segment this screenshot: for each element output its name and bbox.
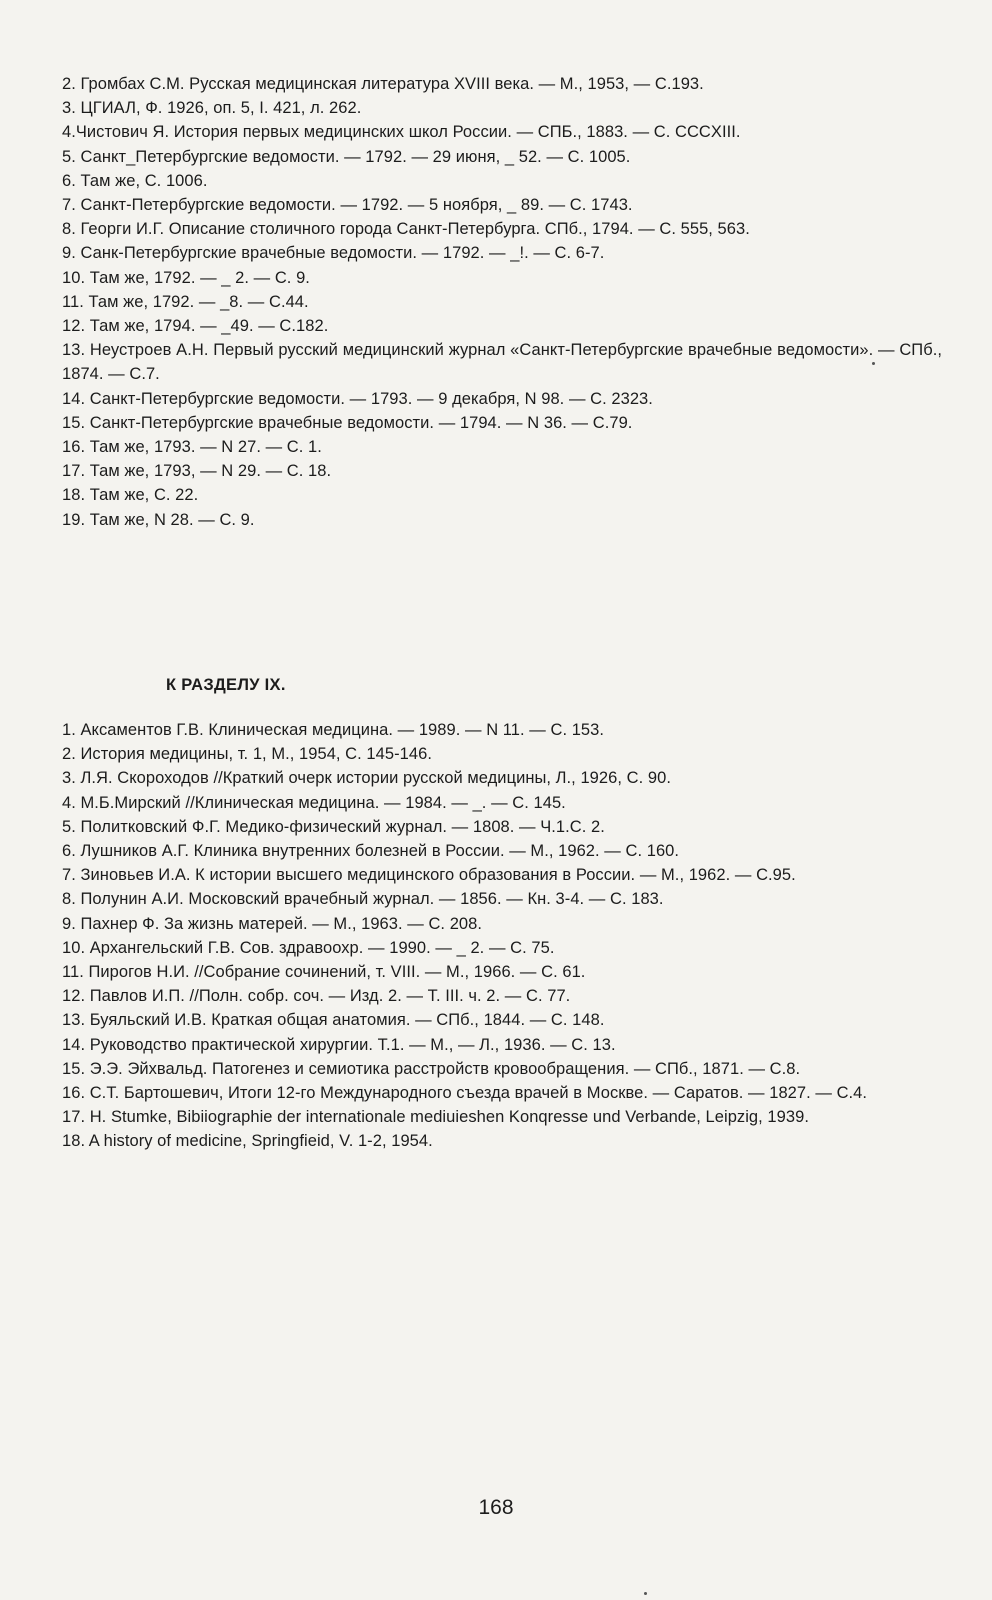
reference-item: 11. Пирогов Н.И. //Собрание сочинений, т. VIII. — М., 1966. — С. 61. [62, 963, 586, 982]
reference-item: 8. Георги И.Г. Описание столичного города Санкт-Петербурга. СПб., 1794. — С. 555, 563. [62, 220, 750, 239]
reference-item: 4. М.Б.Мирский //Клиническая медицина. — 1984. — _. — С. 145. [62, 793, 566, 812]
reference-item: 9. Санк-Петербургские врачебные ведомости. — 1792. — _!. — С. 6-7. [62, 244, 605, 263]
section-heading: К РАЗДЕЛУ IX. [166, 676, 286, 694]
reference-item: 15. Санкт-Петербургские врачебные ведомости. — 1794. — N 36. — С.79. [62, 413, 633, 432]
reference-item: 17. H. Stumke, Bibiiographie der internationale mediuieshen Konqresse und Verbande, Leipzig, 1939. [62, 1108, 809, 1127]
reference-item: 3. Л.Я. Скороходов //Краткий очерк истории русской медицины, Л., 1926, С. 90. [62, 769, 671, 788]
reference-item: 16. С.Т. Бартошевич, Итоги 12-го Международного съезда врачей в Москве. — Саратов. — 1827. — С.4. [62, 1084, 868, 1103]
document-page [62, 72, 942, 1151]
reference-item: 5. Санкт_Петербургские ведомости. — 1792. — 29 июня, _ 52. — С. 1005. [62, 147, 631, 166]
reference-item: 6. Лушников А.Г. Клиника внутренних болезней в России. — М., 1962. — С. 160. [62, 842, 680, 861]
reference-item: 5. Политковский Ф.Г. Медико-физический журнал. — 1808. — Ч.1.С. 2. [62, 817, 605, 836]
reference-item: 12. Там же, 1794. — _49. — С.182. [62, 317, 329, 336]
reference-item: 19. Там же, N 28. — С. 9. [62, 510, 255, 529]
reference-item: 14. Руководство практической хирургии. Т.1. — М., — Л., 1936. — С. 13. [62, 1035, 616, 1054]
reference-item: 16. Там же, 1793. — N 27. — С. 1. [62, 438, 322, 457]
reference-item: 2. Громбах С.М. Русская медицинская литература XVIII века. — М., 1953, — С.193. [62, 75, 704, 93]
scan-speck [872, 362, 875, 365]
reference-item: 10. Там же, 1792. — _ 2. — С. 9. [62, 268, 310, 287]
reference-item: 17. Там же, 1793, — N 29. — С. 18. [62, 462, 332, 481]
reference-item: 9. Пахнер Ф. За жизнь матерей. — М., 1963. — С. 208. [62, 914, 483, 933]
reference-item: 6. Там же, С. 1006. [62, 171, 208, 190]
reference-list-section-ix [62, 718, 942, 1154]
reference-item: 7. Зиновьев И.А. К истории высшего медицинского образования в России. — М., 1962. — С.95. [62, 866, 796, 885]
reference-list-previous-section [62, 72, 942, 532]
reference-item: 1. Аксаментов Г.В. Клиническая медицина. — 1989. — N 11. — С. 153. [62, 721, 605, 739]
reference-item: 13. Буяльский И.В. Краткая общая анатомия. — СПб., 1844. — С. 148. [62, 1011, 605, 1030]
reference-item: 13. Неустроев А.Н. Первый русский медицинский журнал «Санкт-Петербургские врачебные ведомости». — СПб., 1874. — С.7. [62, 341, 942, 384]
page-number: 168 [478, 1496, 514, 1519]
reference-item: 12. Павлов И.П. //Полн. собр. соч. — Изд. 2. — Т. III. ч. 2. — С. 77. [62, 987, 571, 1006]
reference-item: 18. Там же, С. 22. [62, 486, 199, 505]
reference-item: 18. A history of medicine, Springfieid, V. 1-2, 1954. [62, 1132, 433, 1151]
reference-item: 10. Архангельский Г.В. Сов. здравоохр. — 1990. — _ 2. — С. 75. [62, 938, 555, 957]
reference-item: 7. Санкт-Петербургские ведомости. — 1792. — 5 ноября, _ 89. — С. 1743. [62, 196, 633, 215]
reference-item: 14. Санкт-Петербургские ведомости. — 1793. — 9 декабря, N 98. — С. 2323. [62, 389, 653, 408]
reference-item: 2. История медицины, т. 1, М., 1954, С. 145-146. [62, 745, 432, 764]
reference-item: 15. Э.Э. Эйхвальд. Патогенез и семиотика расстройств кровообращения. — СПб., 1871. — С.8. [62, 1059, 801, 1078]
reference-item: 3. ЦГИАЛ, Ф. 1926, оп. 5, I. 421, л. 262. [62, 99, 362, 118]
reference-item: 8. Полунин А.И. Московский врачебный журнал. — 1856. — Кн. 3-4. — С. 183. [62, 890, 664, 909]
scan-speck [644, 1592, 647, 1595]
reference-item: 4.Чистович Я. История первых медицинских школ России. — СПБ., 1883. — С. СССXIII. [62, 123, 741, 142]
reference-item: 11. Там же, 1792. — _8. — С.44. [62, 292, 309, 311]
